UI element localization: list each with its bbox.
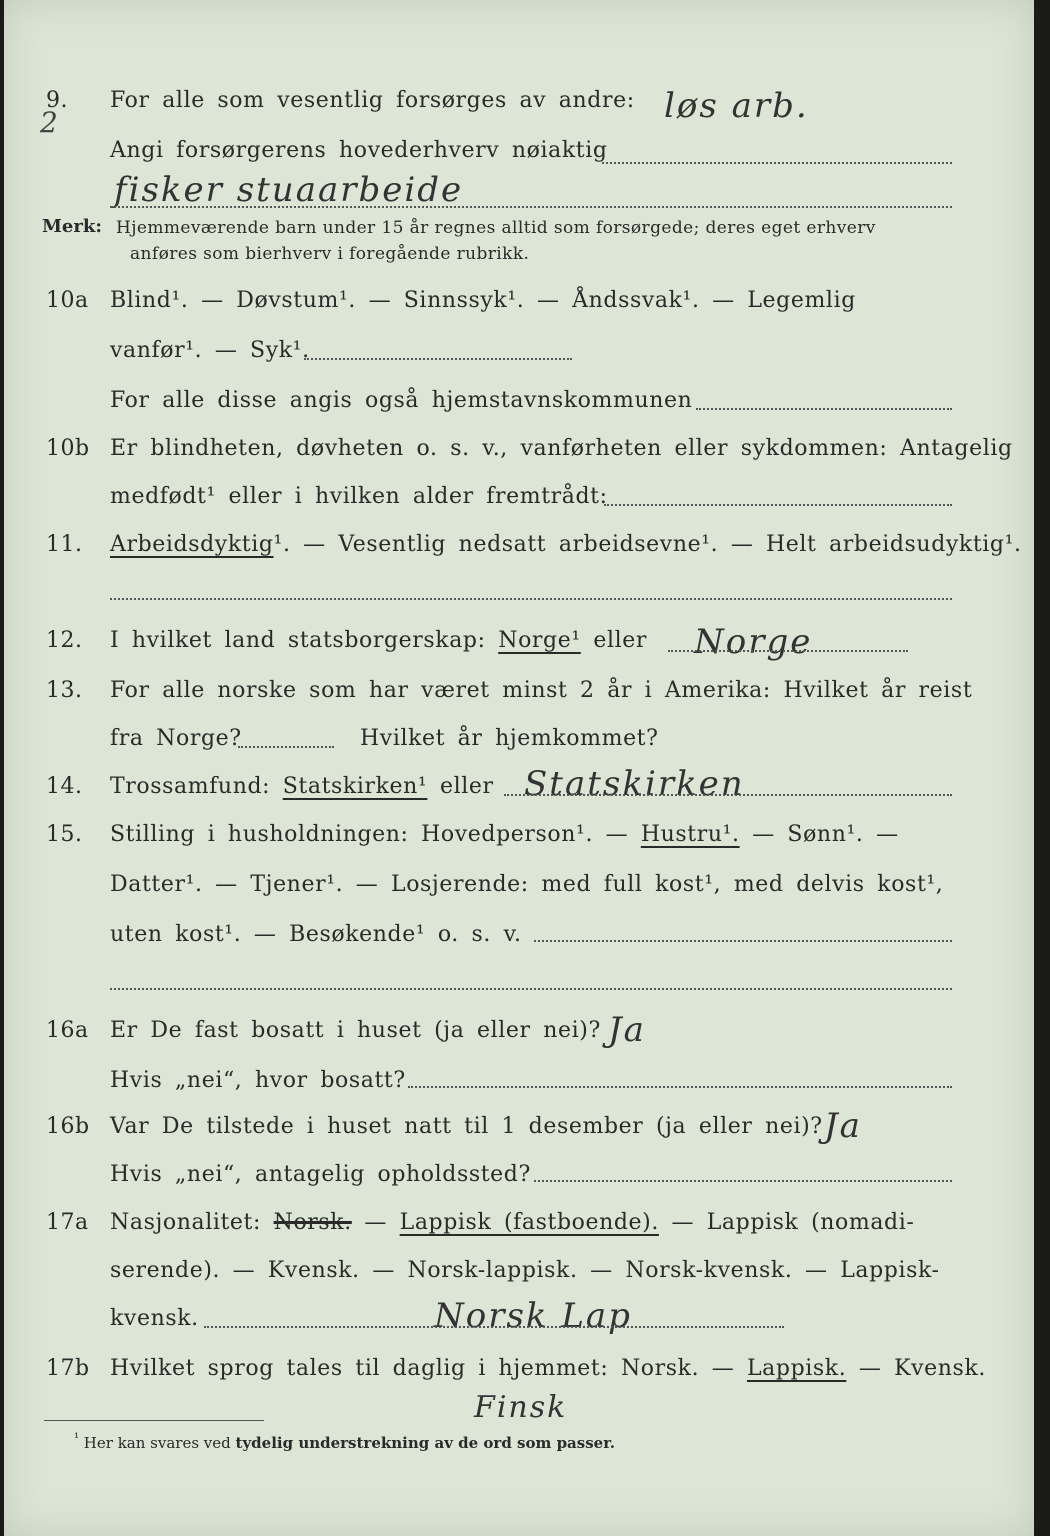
q15-line1 bbox=[110, 822, 899, 847]
margin-mark: 2 bbox=[40, 106, 58, 139]
merk-label: Merk: bbox=[42, 216, 102, 237]
q12-fill-line bbox=[668, 650, 908, 652]
q15-text-c: — Sønn¹. — bbox=[752, 822, 899, 847]
q16a-number: 16a bbox=[46, 1018, 89, 1043]
q16b-line2: Hvis „nei“, antagelig opholdssted? bbox=[110, 1162, 531, 1187]
q14-answer: Statskirken bbox=[524, 764, 745, 804]
merk-line2: anføres som bierhverv i foregående rubrikk. bbox=[130, 244, 530, 264]
q17b-number: 17b bbox=[46, 1356, 90, 1381]
q14-selected: Statskirken¹ bbox=[282, 774, 428, 799]
q10a-line2: vanfør¹. — Syk¹. bbox=[110, 338, 310, 363]
q16b-number: 16b bbox=[46, 1114, 90, 1139]
q15-selected: Hustru¹. bbox=[640, 822, 740, 847]
q11-line1 bbox=[110, 532, 1022, 557]
q9-answer-1: løs arb. bbox=[664, 86, 809, 126]
q12-selected: Norge¹ bbox=[498, 628, 581, 653]
q17a-label: Nasjonalitet: bbox=[110, 1210, 261, 1235]
q17b-line1 bbox=[110, 1356, 986, 1381]
q10b-line1: Er blindheten, døvheten o. s. v., vanførheten eller sykdommen: Antagelig bbox=[110, 436, 1013, 461]
q15-line2: Datter¹. — Tjener¹. — Losjerende: med full kost¹, med delvis kost¹, bbox=[110, 872, 944, 897]
q13-fill-line bbox=[238, 746, 334, 748]
q15-fill-line-2 bbox=[110, 988, 952, 990]
merk-line1: Hjemmeværende barn under 15 år regnes alltid som forsørgede; deres eget erhverv bbox=[116, 218, 876, 238]
q12-question: I hvilket land statsborgerskap: bbox=[110, 628, 486, 653]
q16b-fill-line bbox=[534, 1180, 952, 1182]
q17a-line3: kvensk. bbox=[110, 1306, 199, 1331]
q15-line3: uten kost¹. — Besøkende¹ o. s. v. bbox=[110, 922, 522, 947]
q9-number: 9. bbox=[46, 88, 68, 113]
q12-line1 bbox=[110, 628, 647, 653]
q10b-line2: medfødt¹ eller i hvilken alder fremtrådt: bbox=[110, 484, 608, 509]
q10a-line3: For alle disse angis også hjemstavnskommunen bbox=[110, 388, 693, 413]
q17a-selected: Lappisk (fastboende). bbox=[399, 1210, 659, 1235]
q9-fill-line-2 bbox=[110, 206, 952, 208]
q16a-line2: Hvis „nei“, hvor bosatt? bbox=[110, 1068, 406, 1093]
q17a-number: 17a bbox=[46, 1210, 89, 1235]
q13-line1: For alle norske som har været minst 2 år i Amerika: Hvilket år reist bbox=[110, 678, 973, 703]
q17a-fill-line bbox=[204, 1326, 784, 1328]
q17a-dash: — bbox=[364, 1210, 388, 1235]
q10a-line1: Blind¹. — Døvstum¹. — Sinnssyk¹. — Åndssvak¹. — Legemlig bbox=[110, 288, 856, 313]
q17a-line2: serende). — Kvensk. — Norsk-lappisk. — Norsk-kvensk. — Lappisk- bbox=[110, 1258, 940, 1283]
q17a-struck: Norsk. bbox=[273, 1210, 352, 1235]
q16a-fill-line bbox=[408, 1086, 952, 1088]
q12-answer: Norge bbox=[694, 622, 813, 662]
q15-number: 15. bbox=[46, 822, 83, 847]
q16b-line1: Var De tilstede i huset natt til 1 desember (ja eller nei)? bbox=[110, 1114, 823, 1139]
q12-number: 12. bbox=[46, 628, 83, 653]
q10a-fill-line bbox=[304, 358, 572, 360]
q17b-text-a: Hvilket sprog tales til daglig i hjemmet: Norsk. — bbox=[110, 1356, 735, 1381]
q17b-text-c: — Kvensk. bbox=[858, 1356, 986, 1381]
footnote-divider bbox=[44, 1420, 264, 1421]
q9-answer-2: fisker stuaarbeide bbox=[114, 170, 464, 210]
q10b-number: 10b bbox=[46, 436, 90, 461]
q15-fill-line bbox=[534, 940, 952, 942]
q16a-line1: Er De fast bosatt i huset (ja eller nei)? bbox=[110, 1018, 601, 1043]
q13-line2b: Hvilket år hjemkommet? bbox=[360, 726, 659, 751]
footnote-mark: ¹ bbox=[74, 1430, 80, 1445]
q14-fill-line bbox=[504, 794, 952, 796]
q11-number: 11. bbox=[46, 532, 83, 557]
q10a-number: 10a bbox=[46, 288, 89, 313]
q16b-answer: Ja bbox=[824, 1106, 862, 1146]
q17b-answer: Finsk bbox=[474, 1390, 568, 1425]
q11-rest: ¹. — Vesentlig nedsatt arbeidsevne¹. — Helt arbeidsudyktig¹. bbox=[273, 532, 1022, 557]
q9-line1: For alle som vesentlig forsørges av andre: bbox=[110, 88, 635, 113]
footnote bbox=[74, 1430, 615, 1452]
q14-number: 14. bbox=[46, 774, 83, 799]
q11-fill-line bbox=[110, 598, 952, 600]
q12-eller: eller bbox=[593, 628, 647, 653]
footnote-text-a: Her kan svares ved bbox=[83, 1434, 231, 1452]
q14-eller: eller bbox=[439, 774, 494, 799]
q9-line2: Angi forsørgerens hovederhverv nøiaktig bbox=[110, 138, 608, 163]
q10b-fill-line bbox=[604, 504, 952, 506]
q17a-answer: Norsk Lap bbox=[434, 1296, 632, 1336]
q14-label: Trossamfund: bbox=[110, 774, 271, 799]
q17a-rest: — Lappisk (nomadi- bbox=[671, 1210, 915, 1235]
q17a-line1 bbox=[110, 1210, 914, 1235]
footnote-text-b: tydelig understrekning av de ord som passer. bbox=[235, 1434, 615, 1452]
q15-text-a: Stilling i husholdningen: Hovedperson¹. — bbox=[110, 822, 629, 847]
census-form-page bbox=[4, 0, 1034, 1536]
q9-fill-line bbox=[602, 162, 952, 164]
q14-line1 bbox=[110, 774, 494, 799]
q17b-selected: Lappisk. bbox=[746, 1356, 847, 1381]
q13-line2a: fra Norge? bbox=[110, 726, 242, 751]
q11-selected: Arbeidsdyktig bbox=[110, 532, 274, 557]
q10a-fill-line-2 bbox=[696, 408, 952, 410]
q13-number: 13. bbox=[46, 678, 83, 703]
q16a-answer: Ja bbox=[608, 1010, 646, 1050]
